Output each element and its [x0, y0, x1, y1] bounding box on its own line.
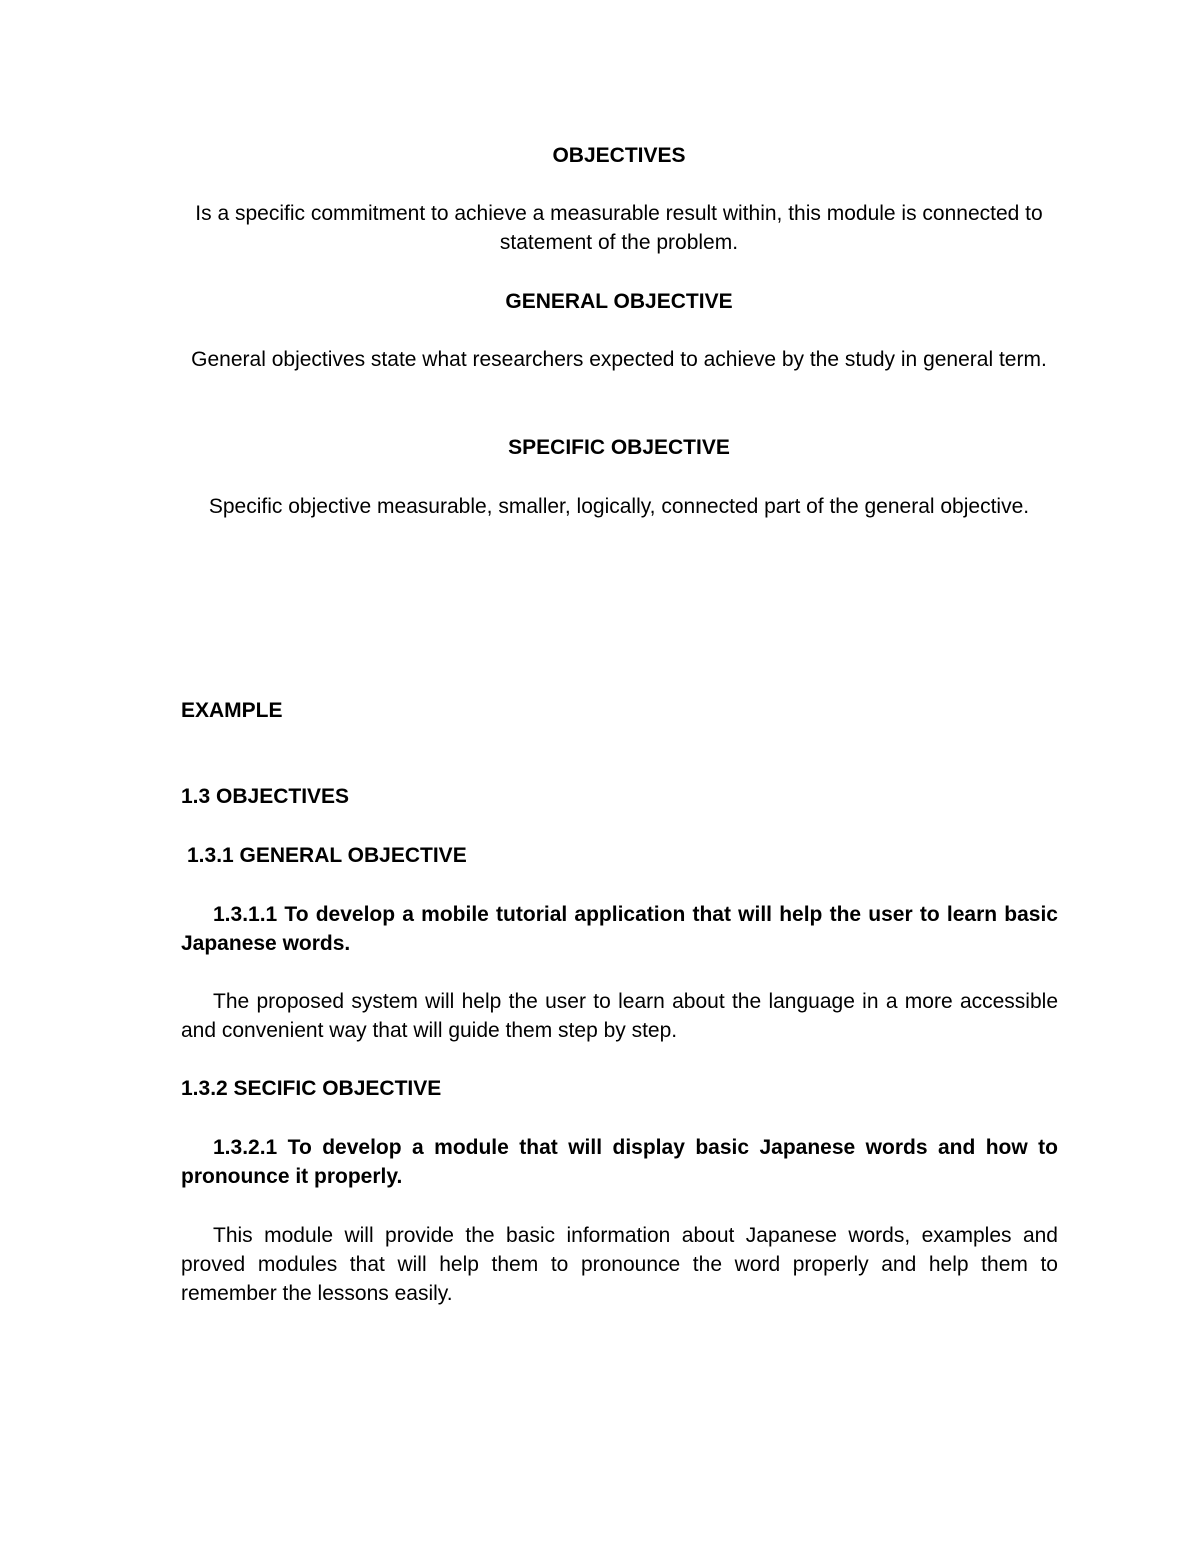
- specific-objective-item: 1.3.2.1 To develop a module that will display basic Japanese words and how to pronounce it properly.: [181, 1136, 1058, 1188]
- objectives-title: OBJECTIVES: [552, 144, 686, 167]
- general-objective-description: The proposed system will help the user to learn about the language in a more accessible and convenient way that will guide them step by step.: [181, 990, 1058, 1042]
- general-objective-title: GENERAL OBJECTIVE: [505, 290, 733, 313]
- objectives-definition: Is a specific commitment to achieve a measurable result within, this module is connected to statement of the problem.: [195, 202, 1043, 254]
- example-label: EXAMPLE: [181, 699, 283, 722]
- general-objective-definition: General objectives state what researchers expected to achieve by the study in general term.: [191, 348, 1047, 371]
- general-objective-item: 1.3.1.1 To develop a mobile tutorial application that will help the user to learn basic Japanese words.: [181, 903, 1058, 955]
- specific-objective-title: SPECIFIC OBJECTIVE: [508, 436, 730, 459]
- section-heading-1-3-1: 1.3.1 GENERAL OBJECTIVE: [187, 844, 467, 867]
- section-heading-1-3: 1.3 OBJECTIVES: [181, 785, 350, 808]
- specific-objective-definition: Specific objective measurable, smaller, logically, connected part of the general objective.: [208, 495, 1030, 518]
- specific-objective-description: This module will provide the basic information about Japanese words, examples and proved modules that will help them to pronounce the word properly and help them to remember the lessons easily.: [181, 1224, 1058, 1305]
- section-heading-1-3-2: 1.3.2 SECIFIC OBJECTIVE: [181, 1077, 442, 1100]
